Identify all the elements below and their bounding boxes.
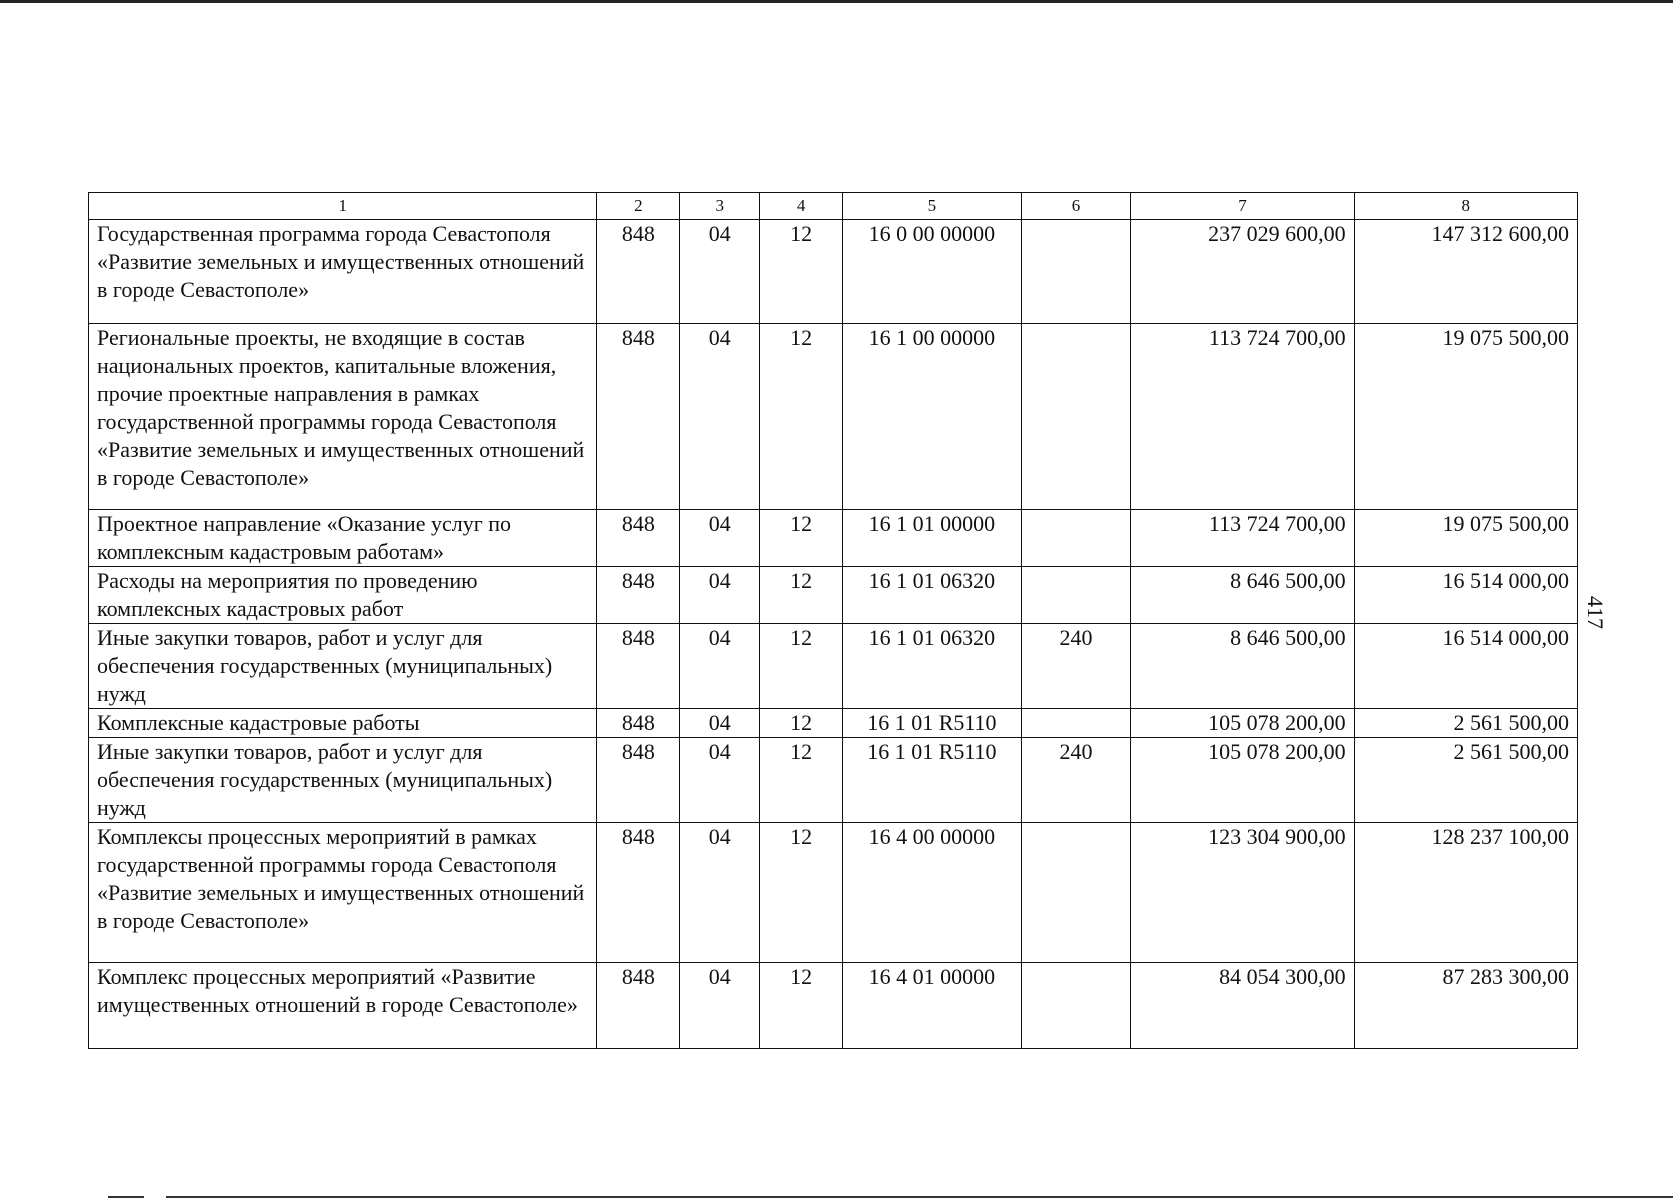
row-expense-type bbox=[1021, 963, 1131, 1049]
row-name: Государственная программа города Севастополя «Развитие земельных и имущественных отношений в городе Севастополе» bbox=[89, 220, 597, 324]
row-code-ministry: 848 bbox=[597, 624, 680, 709]
row-expense-type: 240 bbox=[1021, 624, 1131, 709]
budget-table-container bbox=[88, 192, 1578, 1049]
table-row bbox=[89, 324, 1578, 510]
row-amount-2: 2 561 500,00 bbox=[1354, 738, 1577, 823]
row-amount-1: 113 724 700,00 bbox=[1131, 324, 1354, 510]
row-section: 04 bbox=[680, 823, 760, 963]
row-target-article: 16 1 01 R5110 bbox=[843, 738, 1022, 823]
row-target-article: 16 1 00 00000 bbox=[843, 324, 1022, 510]
page-number: 417 bbox=[1583, 596, 1608, 629]
row-amount-1: 123 304 900,00 bbox=[1131, 823, 1354, 963]
header-col-6: 6 bbox=[1021, 193, 1131, 220]
row-name: Проектное направление «Оказание услуг по комплексным кадастровым работам» bbox=[89, 510, 597, 567]
page-bottom-rule-right bbox=[166, 1196, 1673, 1198]
row-subsection: 12 bbox=[760, 709, 843, 738]
row-section: 04 bbox=[680, 624, 760, 709]
table-row bbox=[89, 709, 1578, 738]
page-bottom-rule-left bbox=[108, 1196, 144, 1198]
row-subsection: 12 bbox=[760, 823, 843, 963]
table-row bbox=[89, 963, 1578, 1049]
table-body bbox=[89, 220, 1578, 1049]
row-amount-2: 19 075 500,00 bbox=[1354, 510, 1577, 567]
row-section: 04 bbox=[680, 324, 760, 510]
header-col-1: 1 bbox=[89, 193, 597, 220]
row-expense-type bbox=[1021, 510, 1131, 567]
row-amount-1: 84 054 300,00 bbox=[1131, 963, 1354, 1049]
row-expense-type bbox=[1021, 823, 1131, 963]
row-expense-type bbox=[1021, 567, 1131, 624]
row-target-article: 16 4 01 00000 bbox=[843, 963, 1022, 1049]
table-row bbox=[89, 567, 1578, 624]
row-amount-2: 147 312 600,00 bbox=[1354, 220, 1577, 324]
row-name: Комплексные кадастровые работы bbox=[89, 709, 597, 738]
row-code-ministry: 848 bbox=[597, 823, 680, 963]
row-section: 04 bbox=[680, 738, 760, 823]
row-target-article: 16 1 01 R5110 bbox=[843, 709, 1022, 738]
row-subsection: 12 bbox=[760, 963, 843, 1049]
row-name: Расходы на мероприятия по проведению комплексных кадастровых работ bbox=[89, 567, 597, 624]
page-top-rule bbox=[0, 0, 1673, 3]
row-subsection: 12 bbox=[760, 738, 843, 823]
row-amount-1: 113 724 700,00 bbox=[1131, 510, 1354, 567]
table-row bbox=[89, 738, 1578, 823]
header-col-7: 7 bbox=[1131, 193, 1354, 220]
row-name: Иные закупки товаров, работ и услуг для обеспечения государственных (муниципальных) нужд bbox=[89, 624, 597, 709]
row-amount-1: 237 029 600,00 bbox=[1131, 220, 1354, 324]
row-code-ministry: 848 bbox=[597, 709, 680, 738]
row-code-ministry: 848 bbox=[597, 220, 680, 324]
row-expense-type bbox=[1021, 709, 1131, 738]
row-subsection: 12 bbox=[760, 567, 843, 624]
row-expense-type bbox=[1021, 220, 1131, 324]
budget-table bbox=[88, 192, 1578, 1049]
row-target-article: 16 4 00 00000 bbox=[843, 823, 1022, 963]
row-subsection: 12 bbox=[760, 510, 843, 567]
row-target-article: 16 1 01 00000 bbox=[843, 510, 1022, 567]
row-subsection: 12 bbox=[760, 624, 843, 709]
table-row bbox=[89, 220, 1578, 324]
row-section: 04 bbox=[680, 963, 760, 1049]
row-target-article: 16 1 01 06320 bbox=[843, 624, 1022, 709]
row-code-ministry: 848 bbox=[597, 324, 680, 510]
row-amount-2: 128 237 100,00 bbox=[1354, 823, 1577, 963]
row-section: 04 bbox=[680, 510, 760, 567]
table-header-row bbox=[89, 193, 1578, 220]
row-name: Иные закупки товаров, работ и услуг для обеспечения государственных (муниципальных) нужд bbox=[89, 738, 597, 823]
header-col-5: 5 bbox=[843, 193, 1022, 220]
header-col-2: 2 bbox=[597, 193, 680, 220]
row-section: 04 bbox=[680, 220, 760, 324]
row-amount-1: 105 078 200,00 bbox=[1131, 738, 1354, 823]
row-code-ministry: 848 bbox=[597, 510, 680, 567]
row-target-article: 16 0 00 00000 bbox=[843, 220, 1022, 324]
row-amount-2: 16 514 000,00 bbox=[1354, 567, 1577, 624]
row-amount-1: 105 078 200,00 bbox=[1131, 709, 1354, 738]
row-subsection: 12 bbox=[760, 324, 843, 510]
row-code-ministry: 848 bbox=[597, 963, 680, 1049]
row-name: Комплексы процессных мероприятий в рамках государственной программы города Севастополя «Развитие земельных и имущественных отношений в городе Севастополе» bbox=[89, 823, 597, 963]
row-subsection: 12 bbox=[760, 220, 843, 324]
header-col-3: 3 bbox=[680, 193, 760, 220]
row-amount-2: 16 514 000,00 bbox=[1354, 624, 1577, 709]
table-row bbox=[89, 510, 1578, 567]
row-name: Комплекс процессных мероприятий «Развитие имущественных отношений в городе Севастополе» bbox=[89, 963, 597, 1049]
row-expense-type bbox=[1021, 324, 1131, 510]
row-amount-2: 2 561 500,00 bbox=[1354, 709, 1577, 738]
row-code-ministry: 848 bbox=[597, 738, 680, 823]
header-col-8: 8 bbox=[1354, 193, 1577, 220]
row-amount-1: 8 646 500,00 bbox=[1131, 624, 1354, 709]
row-code-ministry: 848 bbox=[597, 567, 680, 624]
table-header bbox=[89, 193, 1578, 220]
row-amount-1: 8 646 500,00 bbox=[1131, 567, 1354, 624]
row-amount-2: 19 075 500,00 bbox=[1354, 324, 1577, 510]
header-col-4: 4 bbox=[760, 193, 843, 220]
table-row bbox=[89, 624, 1578, 709]
table-row bbox=[89, 823, 1578, 963]
row-name: Региональные проекты, не входящие в состав национальных проектов, капитальные вложения, прочие проектные направления в рамках государственной программы города Севастополя «Развитие земельных и имущественных отношений в городе Севастополе» bbox=[89, 324, 597, 510]
row-expense-type: 240 bbox=[1021, 738, 1131, 823]
row-section: 04 bbox=[680, 709, 760, 738]
row-section: 04 bbox=[680, 567, 760, 624]
row-amount-2: 87 283 300,00 bbox=[1354, 963, 1577, 1049]
row-target-article: 16 1 01 06320 bbox=[843, 567, 1022, 624]
